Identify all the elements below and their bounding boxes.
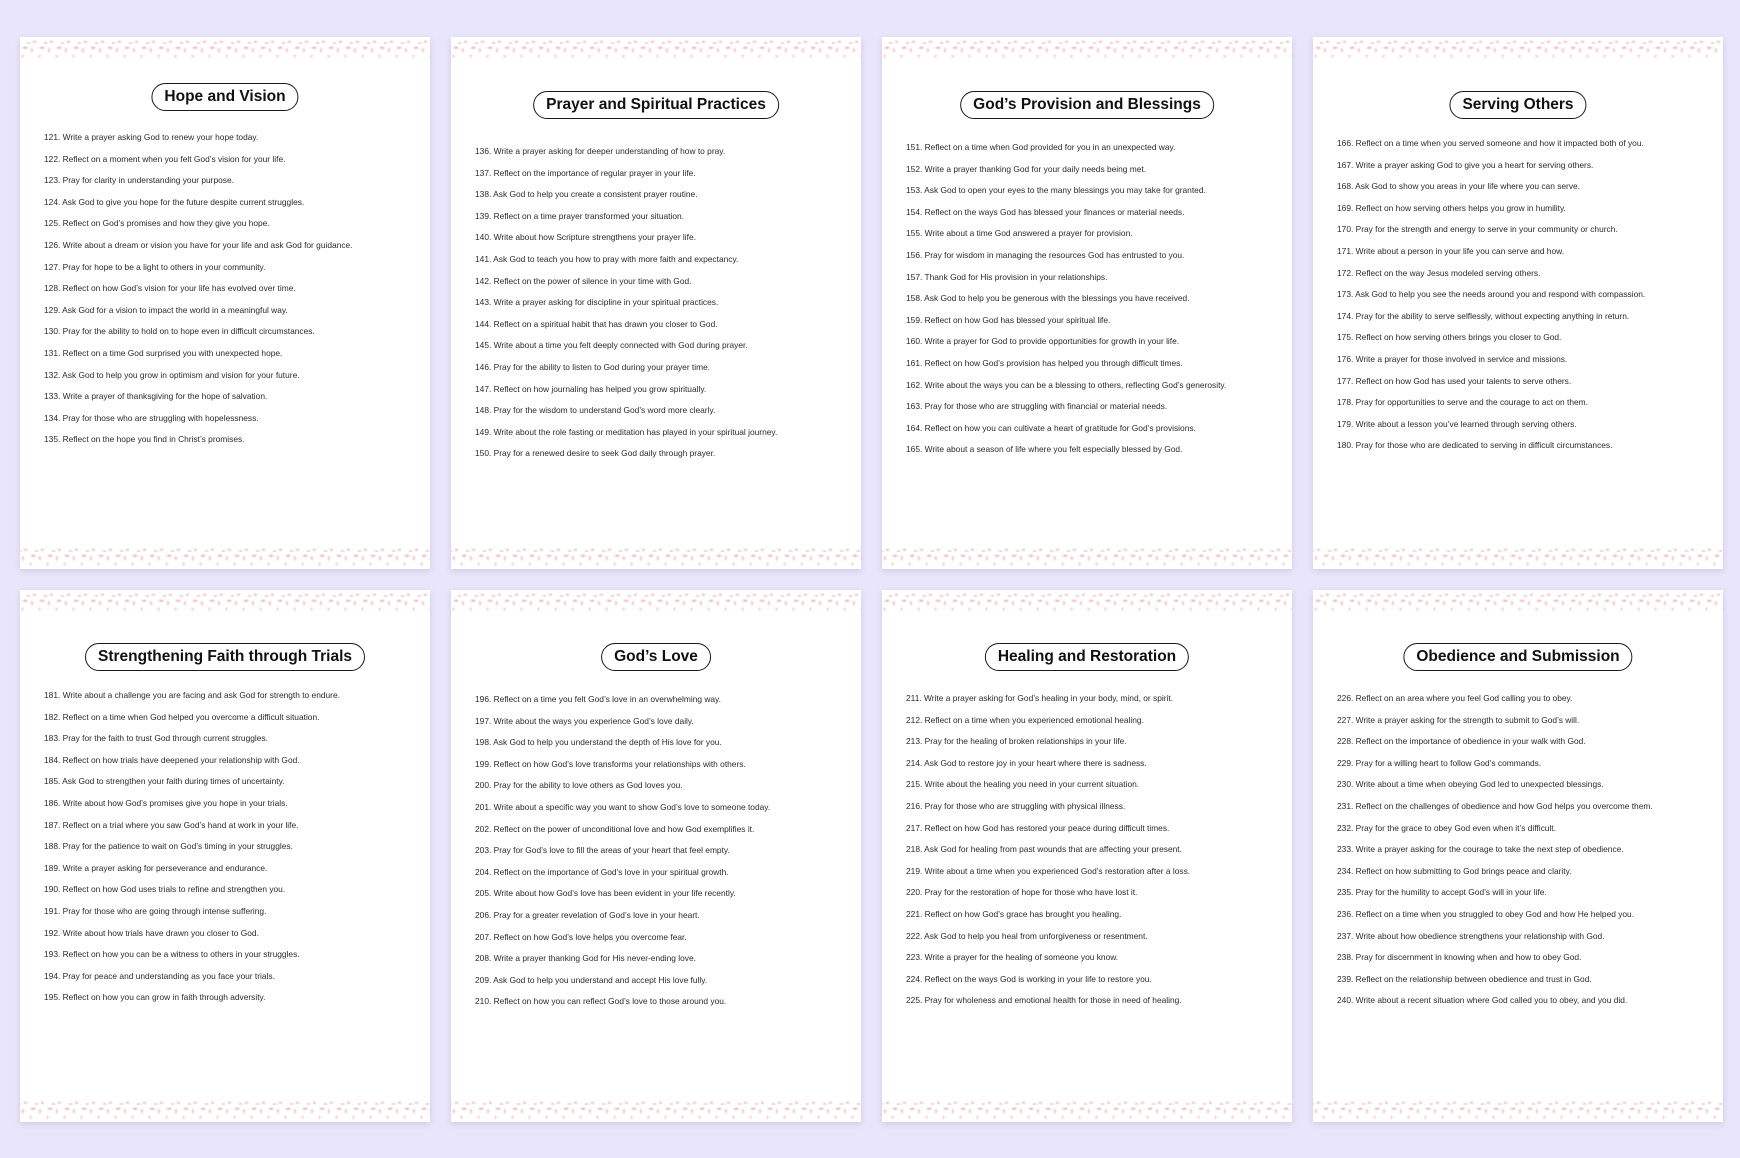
- prompt-list: [475, 689, 847, 1013]
- prompt-item: 146. Pray for the ability to listen to God during your prayer time.: [475, 361, 711, 372]
- floral-border-bottom: [1313, 1098, 1723, 1122]
- prompt-item: 227. Write a prayer asking for the strength to submit to God’s will.: [1337, 714, 1580, 725]
- floral-border-top: [1313, 37, 1723, 61]
- page-title: Hope and Vision: [151, 83, 298, 111]
- prompt-item: 187. Reflect on a trial where you saw God’s hand at work in your life.: [44, 819, 299, 830]
- prompt-list: [44, 127, 416, 451]
- prompt-item: 161. Reflect on how God’s provision has helped you through difficult times.: [906, 357, 1183, 368]
- prompt-item: 168. Ask God to show you areas in your life where you can serve.: [1337, 181, 1581, 192]
- prompt-item: 169. Reflect on how serving others helps you grow in humility.: [1337, 202, 1566, 213]
- prompt-item: 139. Reflect on a time prayer transformed your situation.: [475, 210, 685, 221]
- prompt-item: 230. Write about a time when obeying God led to unexpected blessings.: [1337, 779, 1604, 790]
- prompt-item: 162. Write about the ways you can be a blessing to others, reflecting God’s generosity.: [906, 379, 1227, 390]
- prompt-item: 159. Reflect on how God has blessed your spiritual life.: [906, 314, 1111, 325]
- page-title: Strengthening Faith through Trials: [85, 643, 365, 671]
- prompt-item: 195. Reflect on how you can grow in faith through adversity.: [44, 992, 266, 1003]
- prompt-item: 172. Reflect on the way Jesus modeled serving others.: [1337, 267, 1541, 278]
- prompt-item: 143. Write a prayer asking for discipline in your spiritual practices.: [475, 297, 719, 308]
- prompt-item: 200. Pray for the ability to love others as God loves you.: [475, 780, 683, 791]
- prompt-item: 222. Ask God to help you heal from unforgiveness or resentment.: [906, 930, 1148, 941]
- prompt-item: 186. Write about how God’s promises give you hope in your trials.: [44, 797, 288, 808]
- prompt-item: 148. Pray for the wisdom to understand God’s word more clearly.: [475, 405, 716, 416]
- prompt-item: 233. Write a prayer asking for the courage to take the next step of obedience.: [1337, 844, 1624, 855]
- floral-border-top: [20, 590, 430, 614]
- prompt-item: 217. Reflect on how God has restored your peace during difficult times.: [906, 822, 1170, 833]
- prompt-item: 151. Reflect on a time when God provided for you in an unexpected way.: [906, 142, 1176, 152]
- prompt-item: 212. Reflect on a time when you experienced emotional healing.: [906, 714, 1144, 725]
- prompt-item: 170. Pray for the strength and energy to serve in your community or church.: [1337, 224, 1618, 235]
- prompt-item: 239. Reflect on the relationship between obedience and trust in God.: [1337, 973, 1592, 984]
- floral-border-top: [882, 37, 1292, 61]
- prompt-item: 234. Reflect on how submitting to God brings peace and clarity.: [1337, 865, 1572, 876]
- prompt-item: 219. Write about a time when you experienced God’s restoration after a loss.: [906, 865, 1191, 876]
- prompt-item: 214. Ask God to restore joy in your heart where there is sadness.: [906, 757, 1147, 768]
- prompt-item: 131. Reflect on a time God surprised you with unexpected hope.: [44, 347, 283, 358]
- prompt-item: 177. Reflect on how God has used your talents to serve others.: [1337, 375, 1572, 386]
- prompt-item: 209. Ask God to help you understand and accept His love fully.: [475, 974, 708, 985]
- prompt-item: 202. Reflect on the power of unconditional love and how God exemplifies it.: [475, 823, 755, 834]
- page-title: God’s Provision and Blessings: [960, 91, 1214, 119]
- page-obedience-and-submission: [1313, 590, 1723, 1122]
- prompt-list: [1337, 688, 1709, 1012]
- prompt-item: 137. Reflect on the importance of regular prayer in your life.: [475, 167, 696, 178]
- prompt-item: 141. Ask God to teach you how to pray with more faith and expectancy.: [475, 253, 739, 264]
- prompt-item: 196. Reflect on a time you felt God’s love in an overwhelming way.: [475, 694, 721, 704]
- prompt-list: [475, 141, 847, 465]
- prompt-item: 203. Pray for God’s love to fill the areas of your heart that feel empty.: [475, 845, 730, 856]
- prompt-item: 224. Reflect on the ways God is working in your life to restore you.: [906, 973, 1152, 984]
- page-gods-love: [451, 590, 861, 1122]
- prompt-item: 121. Write a prayer asking God to renew your hope today.: [44, 132, 259, 142]
- floral-border-bottom: [20, 1098, 430, 1122]
- prompt-item: 163. Pray for those who are struggling with financial or material needs.: [906, 401, 1168, 412]
- prompt-item: 185. Ask God to strengthen your faith during times of uncertainty.: [44, 776, 285, 787]
- prompt-item: 160. Write a prayer for God to provide opportunities for growth in your life.: [906, 336, 1180, 347]
- prompt-item: 188. Pray for the patience to wait on God’s timing in your struggles.: [44, 841, 293, 852]
- prompt-item: 192. Write about how trials have drawn you closer to God.: [44, 927, 259, 938]
- prompt-item: 127. Pray for hope to be a light to others in your community.: [44, 261, 266, 272]
- prompt-item: 179. Write about a lesson you’ve learned through serving others.: [1337, 418, 1577, 429]
- prompt-item: 145. Write about a time you felt deeply connected with God during prayer.: [475, 340, 748, 351]
- prompt-list: [1337, 133, 1709, 457]
- prompt-item: 138. Ask God to help you create a consistent prayer routine.: [475, 189, 698, 200]
- prompt-item: 207. Reflect on how God’s love helps you overcome fear.: [475, 931, 687, 942]
- floral-border-bottom: [882, 1098, 1292, 1122]
- prompt-item: 208. Write a prayer thanking God for His never-ending love.: [475, 953, 696, 964]
- prompt-item: 134. Pray for those who are struggling with hopelessness.: [44, 412, 259, 423]
- prompt-item: 178. Pray for opportunities to serve and the courage to act on them.: [1337, 397, 1588, 408]
- floral-border-top: [882, 590, 1292, 614]
- prompt-item: 144. Reflect on a spiritual habit that has drawn you closer to God.: [475, 318, 718, 329]
- prompt-item: 210. Reflect on how you can reflect God’s love to those around you.: [475, 996, 727, 1007]
- prompt-item: 133. Write a prayer of thanksgiving for the hope of salvation.: [44, 391, 268, 402]
- prompt-item: 204. Reflect on the importance of God’s love in your spiritual growth.: [475, 866, 729, 877]
- prompt-item: 140. Write about how Scripture strengthens your prayer life.: [475, 232, 696, 243]
- prompt-item: 147. Reflect on how journaling has helped you grow spiritually.: [475, 383, 707, 394]
- prompt-item: 213. Pray for the healing of broken relationships in your life.: [906, 736, 1127, 747]
- prompt-item: 238. Pray for discernment in knowing when and how to obey God.: [1337, 952, 1582, 963]
- page-gods-provision-and-blessings: [882, 37, 1292, 569]
- floral-border-bottom: [451, 1098, 861, 1122]
- prompt-item: 229. Pray for a willing heart to follow God’s commands.: [1337, 757, 1542, 768]
- prompt-item: 176. Write a prayer for those involved in service and missions.: [1337, 353, 1568, 364]
- prompt-item: 128. Reflect on how God’s vision for your life has evolved over time.: [44, 283, 296, 294]
- prompt-item: 155. Write about a time God answered a prayer for provision.: [906, 228, 1133, 239]
- floral-border-bottom: [20, 545, 430, 569]
- prompt-list: [44, 685, 416, 1009]
- prompt-item: 206. Pray for a greater revelation of God’s love in your heart.: [475, 909, 700, 920]
- prompt-item: 189. Write a prayer asking for perseverance and endurance.: [44, 862, 268, 873]
- prompt-item: 197. Write about the ways you experience God’s love daily.: [475, 715, 694, 726]
- floral-border-top: [20, 37, 430, 61]
- page-title: God’s Love: [601, 643, 711, 671]
- prompt-item: 175. Reflect on how serving others brings you closer to God.: [1337, 332, 1562, 343]
- prompt-item: 194. Pray for peace and understanding as you face your trials.: [44, 970, 275, 981]
- prompt-item: 205. Write about how God’s love has been evident in your life recently.: [475, 888, 736, 899]
- prompt-item: 157. Thank God for His provision in your relationships.: [906, 271, 1108, 282]
- prompt-item: 123. Pray for clarity in understanding your purpose.: [44, 175, 234, 186]
- prompt-item: 132. Ask God to help you grow in optimism and vision for your future.: [44, 369, 300, 380]
- page-prayer-and-spiritual-practices: [451, 37, 861, 569]
- floral-border-top: [1313, 590, 1723, 614]
- prompt-item: 237. Write about how obedience strengthens your relationship with God.: [1337, 930, 1605, 941]
- prompt-item: 182. Reflect on a time when God helped you overcome a difficult situation.: [44, 711, 320, 722]
- prompt-item: 165. Write about a season of life where you felt especially blessed by God.: [906, 444, 1183, 455]
- prompt-item: 228. Reflect on the importance of obedience in your walk with God.: [1337, 736, 1586, 747]
- prompt-item: 124. Ask God to give you hope for the future despite current struggles.: [44, 196, 305, 207]
- floral-border-bottom: [882, 545, 1292, 569]
- prompt-item: 235. Pray for the humility to accept God’s will in your life.: [1337, 887, 1547, 898]
- prompt-item: 129. Ask God for a vision to impact the world in a meaningful way.: [44, 304, 288, 315]
- prompt-item: 152. Write a prayer thanking God for your daily needs being met.: [906, 163, 1147, 174]
- floral-border-bottom: [451, 545, 861, 569]
- prompt-item: 164. Reflect on how you can cultivate a heart of gratitude for God’s provisions.: [906, 422, 1196, 433]
- prompt-item: 130. Pray for the ability to hold on to hope even in difficult circumstances.: [44, 326, 315, 337]
- page-strengthening-faith-through-trials: [20, 590, 430, 1122]
- prompt-item: 240. Write about a recent situation where God called you to obey, and you did.: [1337, 995, 1628, 1006]
- prompt-item: 136. Write a prayer asking for deeper understanding of how to pray.: [475, 146, 726, 156]
- prompt-item: 183. Pray for the faith to trust God through current struggles.: [44, 733, 268, 744]
- page-title: Prayer and Spiritual Practices: [533, 91, 779, 119]
- prompt-item: 171. Write about a person in your life you can serve and how.: [1337, 245, 1565, 256]
- prompt-item: 218. Ask God for healing from past wounds that are affecting your present.: [906, 844, 1182, 855]
- prompt-item: 149. Write about the role fasting or meditation has played in your spiritual journey.: [475, 426, 778, 437]
- prompt-item: 225. Pray for wholeness and emotional health for those in need of healing.: [906, 995, 1182, 1006]
- prompt-item: 158. Ask God to help you be generous with the blessings you have received.: [906, 293, 1190, 304]
- prompt-item: 150. Pray for a renewed desire to seek God daily through prayer.: [475, 448, 716, 459]
- page-healing-and-restoration: [882, 590, 1292, 1122]
- page-title: Serving Others: [1449, 91, 1586, 119]
- prompt-item: 184. Reflect on how trials have deepened your relationship with God.: [44, 754, 300, 765]
- prompt-list: [906, 137, 1278, 461]
- prompt-item: 201. Write about a specific way you want to show God’s love to someone today.: [475, 801, 771, 812]
- prompt-item: 126. Write about a dream or vision you have for your life and ask God for guidance.: [44, 239, 353, 250]
- prompt-item: 223. Write a prayer for the healing of someone you know.: [906, 952, 1119, 963]
- prompt-item: 181. Write about a challenge you are facing and ask God for strength to endure.: [44, 690, 340, 700]
- prompt-item: 173. Ask God to help you see the needs around you and respond with compassion.: [1337, 289, 1646, 300]
- prompt-item: 216. Pray for those who are struggling with physical illness.: [906, 800, 1126, 811]
- floral-border-top: [451, 37, 861, 61]
- prompt-item: 167. Write a prayer asking God to give you a heart for serving others.: [1337, 159, 1594, 170]
- prompt-item: 221. Reflect on how God’s grace has brought you healing.: [906, 908, 1122, 919]
- prompt-item: 166. Reflect on a time when you served someone and how it impacted both of you.: [1337, 138, 1644, 148]
- prompt-item: 154. Reflect on the ways God has blessed your finances or material needs.: [906, 206, 1185, 217]
- prompt-item: 199. Reflect on how God’s love transforms your relationships with others.: [475, 758, 746, 769]
- prompt-item: 153. Ask God to open your eyes to the many blessings you may take for granted.: [906, 185, 1206, 196]
- prompt-item: 232. Pray for the grace to obey God even when it’s difficult.: [1337, 822, 1556, 833]
- prompt-item: 220. Pray for the restoration of hope for those who have lost it.: [906, 887, 1138, 898]
- prompt-item: 226. Reflect on an area where you feel God calling you to obey.: [1337, 693, 1573, 703]
- prompt-item: 122. Reflect on a moment when you felt God’s vision for your life.: [44, 153, 286, 164]
- prompt-item: 174. Pray for the ability to serve selflessly, without expecting anything in return.: [1337, 310, 1630, 321]
- prompt-item: 190. Reflect on how God uses trials to refine and strengthen you.: [44, 884, 286, 895]
- prompt-item: 142. Reflect on the power of silence in your time with God.: [475, 275, 692, 286]
- floral-border-top: [451, 590, 861, 614]
- prompt-item: 231. Reflect on the challenges of obedience and how God helps you overcome them.: [1337, 800, 1653, 811]
- prompt-item: 193. Reflect on how you can be a witness to others in your struggles.: [44, 949, 300, 960]
- prompt-item: 180. Pray for those who are dedicated to serving in difficult circumstances.: [1337, 440, 1613, 451]
- prompt-item: 125. Reflect on God’s promises and how they give you hope.: [44, 218, 270, 229]
- page-hope-and-vision: [20, 37, 430, 569]
- prompt-list: [906, 688, 1278, 1012]
- prompt-item: 215. Write about the healing you need in your current situation.: [906, 779, 1140, 790]
- prompt-item: 156. Pray for wisdom in managing the resources God has entrusted to you.: [906, 249, 1185, 260]
- floral-border-bottom: [1313, 545, 1723, 569]
- page-title: Obedience and Submission: [1403, 643, 1632, 671]
- page-title: Healing and Restoration: [985, 643, 1189, 671]
- prompt-item: 236. Reflect on a time when you struggled to obey God and how He helped you.: [1337, 908, 1635, 919]
- prompt-item: 135. Reflect on the hope you find in Christ’s promises.: [44, 434, 245, 445]
- prompt-item: 191. Pray for those who are going through intense suffering.: [44, 905, 267, 916]
- page-serving-others: [1313, 37, 1723, 569]
- prompt-item: 211. Write a prayer asking for God’s healing in your body, mind, or spirit.: [906, 693, 1174, 703]
- prompt-item: 198. Ask God to help you understand the depth of His love for you.: [475, 737, 722, 748]
